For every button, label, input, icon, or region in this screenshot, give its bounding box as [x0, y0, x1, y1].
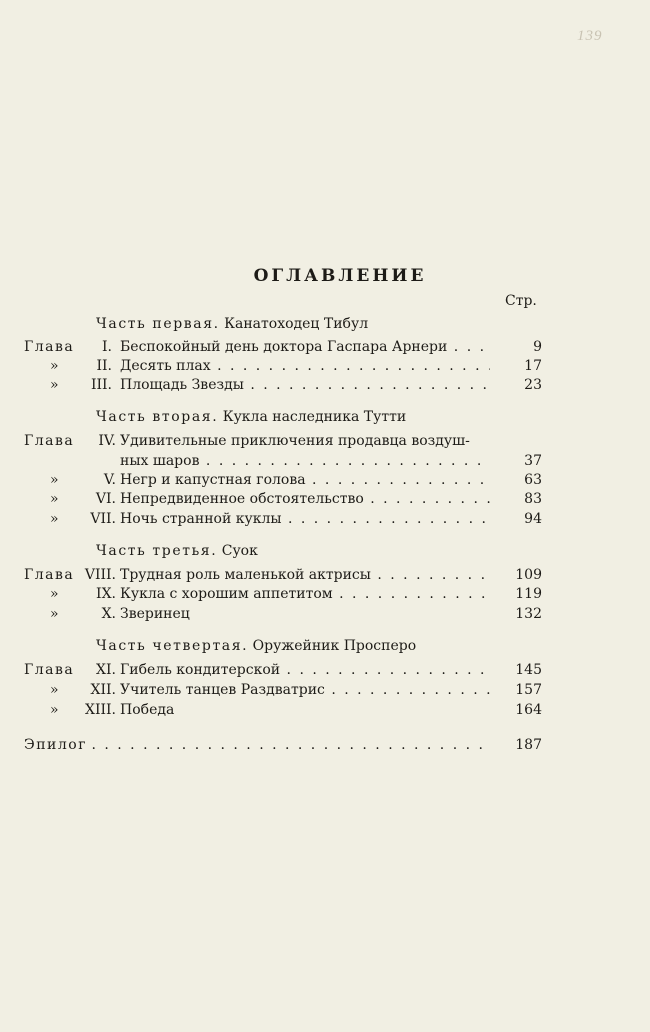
toc-row-ch7[interactable]	[0, 511, 650, 531]
part-name: Оружейник Просперо	[252, 638, 417, 654]
part-name: Суок	[221, 543, 258, 559]
toc-row-ch13[interactable]	[0, 702, 650, 722]
chapter-page: 119	[515, 586, 542, 602]
chapter-title: Десять плах . . .	[120, 358, 490, 374]
chapter-title: Непредвиденное обстоятельство . . .	[120, 491, 490, 507]
toc-row-ch3[interactable]	[0, 377, 650, 397]
ditto-mark: »	[50, 358, 59, 374]
chapter-number: VI.	[95, 491, 116, 507]
toc-row-ch5[interactable]	[0, 472, 650, 492]
chapter-page: 157	[515, 682, 542, 698]
part-heading-1	[96, 316, 368, 332]
chapter-title: Зверинец	[120, 606, 190, 622]
chapter-title: Учитель танцев Раздватрис . . .	[120, 682, 490, 698]
ditto-mark: »	[50, 491, 59, 507]
chapter-title: Гибель кондитерской . . .	[120, 662, 490, 678]
chapter-number: XIII.	[84, 702, 116, 718]
chapter-title: Негр и капустная голова . . .	[120, 472, 490, 488]
ditto-mark: »	[50, 377, 59, 393]
toc-row-ch1[interactable]	[0, 339, 650, 359]
part-name: Канатоходец Тибул	[224, 316, 369, 332]
toc-row-ch8[interactable]	[0, 567, 650, 587]
glava-label: Глава	[24, 567, 75, 583]
chapter-page: 83	[524, 491, 542, 507]
chapter-title: Ночь странной куклы . . .	[120, 511, 490, 527]
chapter-number: VII.	[90, 511, 116, 527]
page-column-label: Стр.	[505, 293, 537, 309]
ditto-mark: »	[50, 511, 59, 527]
toc-row-ch9[interactable]	[0, 586, 650, 606]
chapter-number: IX.	[96, 586, 116, 602]
page-title: ОГЛАВЛЕНИЕ	[253, 266, 427, 286]
chapter-page: 132	[515, 606, 542, 622]
chapter-title: Беспокойный день доктора Гаспара Арнери . . .	[120, 339, 490, 355]
part-label: Часть четвертая.	[96, 638, 249, 654]
glava-label: Глава	[24, 339, 75, 355]
toc-row-ch4-cont[interactable]	[0, 453, 650, 473]
toc-row-ch10[interactable]	[0, 606, 650, 626]
chapter-number: XI.	[96, 662, 116, 678]
chapter-page: 23	[524, 377, 542, 393]
chapter-page: 145	[515, 662, 542, 678]
chapter-title: Площадь Звезды . . .	[120, 377, 490, 393]
part-label: Часть первая.	[96, 316, 220, 332]
chapter-number: II.	[96, 358, 112, 374]
chapter-title: Удивительные приключения продавца воздуш-	[120, 433, 470, 449]
part-heading-4	[96, 638, 416, 654]
ditto-mark: »	[50, 606, 59, 622]
chapter-page: 94	[524, 511, 542, 527]
part-heading-3	[96, 543, 258, 559]
chapter-page: 9	[533, 339, 542, 355]
part-label: Часть третья.	[96, 543, 218, 559]
chapter-number: I.	[102, 339, 112, 355]
part-name: Кукла наследника Тутти	[222, 409, 407, 425]
glava-label: Глава	[24, 433, 75, 449]
toc-row-epilogue[interactable]	[24, 737, 490, 753]
chapter-number: III.	[90, 377, 112, 393]
chapter-title: Трудная роль маленькой актрисы . . .	[120, 567, 490, 583]
toc-row-ch11[interactable]	[0, 662, 650, 682]
margin-pencil-note: 139	[577, 28, 603, 44]
glava-label: Глава	[24, 662, 75, 678]
epilogue-page: 187	[515, 737, 542, 753]
part-heading-2	[96, 409, 406, 425]
chapter-page: 63	[524, 472, 542, 488]
chapter-page: 17	[524, 358, 542, 374]
toc-row-ch6[interactable]	[0, 491, 650, 511]
toc-row-ch4[interactable]	[0, 433, 650, 453]
ditto-mark: »	[50, 472, 59, 488]
toc-row-ch12[interactable]	[0, 682, 650, 702]
toc-row-ch2[interactable]	[0, 358, 650, 378]
chapter-page: 37	[524, 453, 542, 469]
chapter-page: 109	[515, 567, 542, 583]
ditto-mark: »	[50, 586, 59, 602]
chapter-number: V.	[103, 472, 116, 488]
chapter-page: 164	[515, 702, 542, 718]
chapter-number: X.	[101, 606, 116, 622]
chapter-title-continued: ных шаров . . .	[120, 453, 490, 469]
part-label: Часть вторая.	[96, 409, 219, 425]
chapter-number: VIII.	[84, 567, 116, 583]
chapter-number: XII.	[90, 682, 116, 698]
chapter-title: Победа	[120, 702, 175, 718]
epilogue-label: Эпилог	[24, 737, 88, 753]
chapter-number: IV.	[98, 433, 116, 449]
ditto-mark: »	[50, 702, 59, 718]
chapter-title: Кукла с хорошим аппетитом . . .	[120, 586, 490, 602]
ditto-mark: »	[50, 682, 59, 698]
